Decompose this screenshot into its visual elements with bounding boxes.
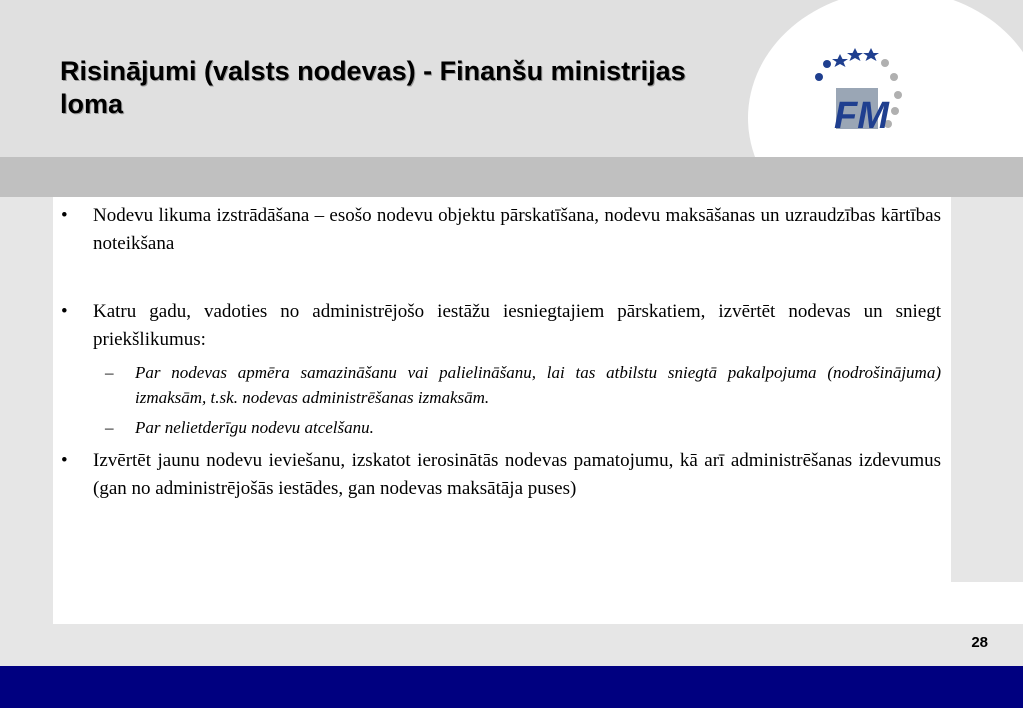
logo-text: FM [834,95,889,137]
bullet-icon: • [61,301,68,322]
bullet-item [61,298,941,354]
bullet-item [61,202,941,258]
sub-item [105,415,941,440]
slide-title: Risinājumi (valsts nodevas) - Finanšu ministrijas loma [60,56,686,119]
logo-area [748,0,1023,157]
content-panel-extension [951,582,1023,624]
sub-item [105,360,941,410]
bullet-icon: • [61,450,68,471]
bullet-text: Nodevu likuma izstrādāšana – esošo nodevu objektu pārskatīšana, nodevu maksāšanas un uzraudzības kārtības noteikšana [93,205,941,254]
fm-logo-icon [748,0,1023,157]
dot-icon [823,60,831,68]
dot-icon [894,91,902,99]
content-panel [53,197,951,624]
sub-item-text: Par nodevas apmēra samazināšanu vai palielināšanu, lai tas atbilstu sniegtā pakalpojuma (nodrošinājuma) izmaksām, t.sk. nodevas administrēšanas izmaksām. [135,363,941,407]
header-stripe [0,157,1023,197]
bullet-text: Izvērtēt jaunu nodevu ieviešanu, izskatot ierosinātās nodevas pamatojumu, kā arī administrēšanas izdevumus (gan no administrējošās iestādes, gan nodevas maksātāja puses) [93,450,941,499]
dot-icon [890,73,898,81]
dash-icon: – [105,418,114,437]
dot-icon [891,107,899,115]
bullet-item [61,447,941,503]
bullet-icon: • [61,205,68,226]
dot-icon [815,73,823,81]
footer-bar [0,666,1023,708]
bullet-text: Katru gadu, vadoties no administrējošo iestāžu iesniegtajiem pārskatiem, izvērtēt nodevas un sniegt priekšlikumus: [93,301,941,350]
page-number: 28 [971,634,988,651]
dash-icon: – [105,363,114,382]
sub-item-text: Par nelietderīgu nodevu atcelšanu. [135,418,374,437]
dot-icon [881,59,889,67]
